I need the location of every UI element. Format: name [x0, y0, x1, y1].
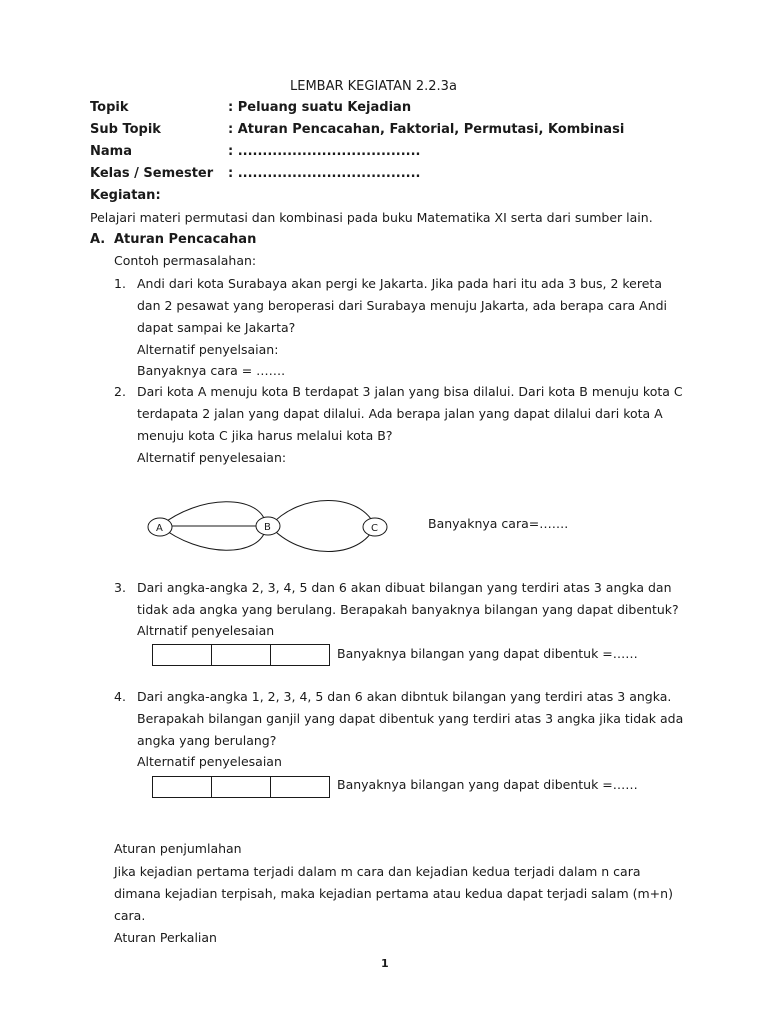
answer-box: [212, 777, 271, 797]
section-a-title: Aturan Pencacahan: [114, 232, 257, 247]
node-c-label: C: [371, 523, 378, 534]
header-label-nama: Nama: [90, 144, 132, 159]
page-title: LEMBAR KEGIATAN 2.2.3a: [290, 79, 457, 94]
q1-line: dapat sampai ke Jakarta?: [137, 320, 296, 335]
q2-line: terdapata 2 jalan yang dapat dilalui. Ada berapa jalan yang dapat dilalui dari kota A: [137, 406, 663, 421]
q4-line: Dari angka-angka 1, 2, 3, 4, 5 dan 6 akan dibntuk bilangan yang terdiri atas 3 angka.: [137, 689, 672, 704]
route-diagram: [140, 490, 400, 560]
aturan-perkalian-title: Aturan Perkalian: [114, 930, 217, 945]
q3-line: tidak ada angka yang berulang. Berapakah banyaknya bilangan yang dapat dibentuk?: [137, 602, 679, 617]
header-value-topik: : Peluang suatu Kejadian: [228, 100, 412, 115]
q1-alt-label: Alternatif penyelsaian:: [137, 342, 279, 357]
q3-alt-label: Altrnatif penyelesaian: [137, 623, 275, 638]
route-b-c-top: [270, 501, 375, 527]
q1-line: Andi dari kota Surabaya akan pergi ke Jakarta. Jika pada hari itu ada 3 bus, 2 kereta: [137, 276, 662, 291]
header-value-nama: : .....................................: [228, 144, 421, 159]
q1-answer: Banyaknya cara = …….: [137, 363, 286, 378]
q2-number: 2.: [114, 384, 126, 399]
q1-line: dan 2 pesawat yang beroperasi dari Surabaya menuju Jakarta, ada berapa cara Andi: [137, 298, 667, 313]
aturan-penjumlahan-line: cara.: [114, 908, 146, 923]
route-b-c-bottom: [270, 526, 375, 552]
header-label-kelas: Kelas / Semester: [90, 166, 214, 181]
section-a-marker: A.: [90, 232, 106, 247]
q2-alt-label: Alternatif penyelesaian:: [137, 450, 287, 465]
answer-box: [153, 645, 212, 665]
aturan-penjumlahan-line: dimana kejadian terpisah, maka kejadian pertama atau kedua dapat terjadi salam (m+n): [114, 886, 673, 901]
header-label-subtopik: Sub Topik: [90, 122, 161, 137]
kegiatan-text: Pelajari materi permutasi dan kombinasi pada buku Matematika XI serta dari sumber lain.: [90, 210, 653, 225]
aturan-penjumlahan-title: Aturan penjumlahan: [114, 841, 242, 856]
q2-line: Dari kota A menuju kota B terdapat 3 jalan yang bisa dilalui. Dari kota B menuju kota C: [137, 384, 683, 399]
q2-answer: Banyaknya cara=…….: [428, 516, 569, 531]
answer-box: [271, 777, 329, 797]
route-a-b-top: [160, 502, 266, 526]
answer-box: [271, 645, 329, 665]
q3-line: Dari angka-angka 2, 3, 4, 5 dan 6 akan dibuat bilangan yang terdiri atas 3 angka dan: [137, 580, 672, 595]
q3-answer: Banyaknya bilangan yang dapat dibentuk =……: [337, 646, 638, 661]
node-a-label: A: [156, 523, 163, 534]
route-a-b-bottom: [160, 526, 266, 550]
header-label-topik: Topik: [90, 100, 129, 115]
q2-line: menuju kota C jika harus melalui kota B?: [137, 428, 393, 443]
node-b-label: B: [264, 522, 271, 533]
answer-box: [153, 777, 212, 797]
header-value-kelas: : .....................................: [228, 166, 421, 181]
q4-line: angka yang berulang?: [137, 733, 277, 748]
q4-answer-boxes: [152, 776, 330, 798]
header-value-subtopik: : Aturan Pencacahan, Faktorial, Permutasi, Kombinasi: [228, 122, 625, 137]
q4-alt-label: Alternatif penyelesaian: [137, 754, 282, 769]
contoh-label: Contoh permasalahan:: [114, 253, 257, 268]
q4-line: Berapakah bilangan ganjil yang dapat dibentuk yang terdiri atas 3 angka jika tidak ada: [137, 711, 684, 726]
q4-answer: Banyaknya bilangan yang dapat dibentuk =……: [337, 777, 638, 792]
q3-answer-boxes: [152, 644, 330, 666]
kegiatan-label: Kegiatan:: [90, 188, 161, 203]
q1-number: 1.: [114, 276, 126, 291]
answer-box: [212, 645, 271, 665]
page-number: 1: [381, 957, 389, 970]
aturan-penjumlahan-line: Jika kejadian pertama terjadi dalam m cara dan kejadian kedua terjadi dalam n cara: [114, 864, 641, 879]
q4-number: 4.: [114, 689, 126, 704]
q3-number: 3.: [114, 580, 126, 595]
